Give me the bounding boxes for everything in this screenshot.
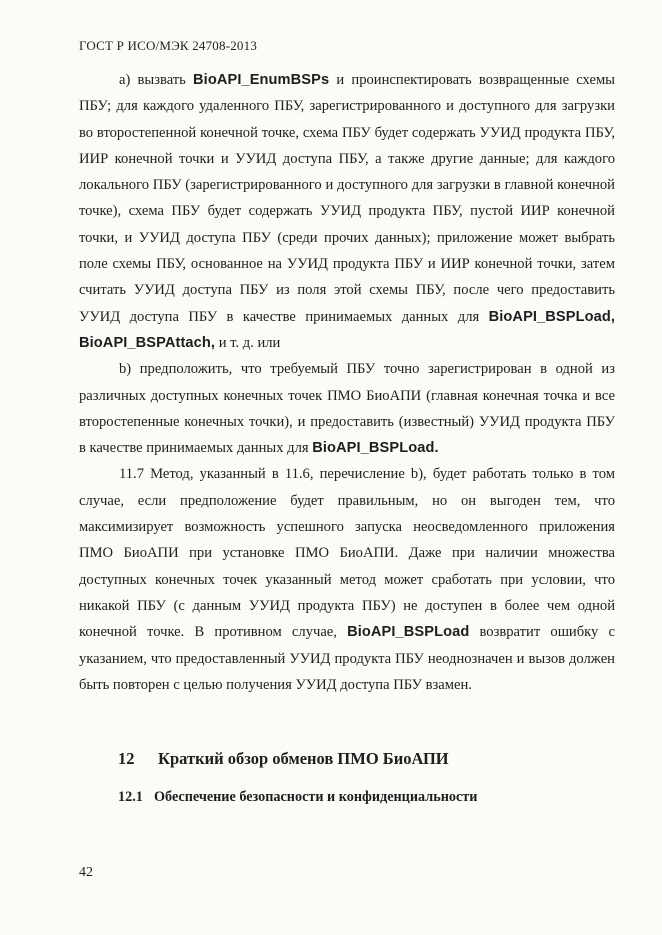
function-name-bsp-load: BioAPI_BSPLoad. (312, 440, 439, 457)
function-name-bsp-load-attach: BioAPI_BSPLoad, BioAPI_BSPAttach, (79, 308, 615, 351)
paragraph-a-text-1: а) вызвать (119, 72, 194, 88)
paragraph-b-text-1: b) предположить, что требуемый ПБУ точно зарегистрирован в одной из различных доступных конечных точек ПМО БиоАПИ (главная конечная точка и все второстепенные конечных точки), и предоставить (известный) УУИД продукта ПБУ в качестве принимаемых данных для (79, 361, 615, 457)
function-name-enum-bsps: BioAPI_EnumBSPs (193, 72, 330, 88)
subsection-title: Обеспечение безопасности и конфиденциальности (154, 789, 478, 805)
paragraph-11-7 (79, 461, 615, 698)
paragraph-11-7-text-2: возвратит ошибку с указанием, что предоставленный УУИД продукта ПБУ неоднозначен и вызов должен быть повторен с целью получения УУИД доступа ПБУ взамен. (79, 624, 615, 693)
body-text (79, 67, 615, 698)
section-heading-12 (118, 749, 449, 769)
function-name-bsp-load-2: BioAPI_BSPLoad (347, 624, 470, 641)
document-header: ГОСТ Р ИСО/МЭК 24708-2013 (79, 38, 258, 53)
page-number: 42 (79, 865, 93, 880)
paragraph-b (79, 356, 615, 461)
section-number: 12 (118, 749, 135, 768)
paragraph-a-text-2: и проинспектировать возвращенные схемы ПБУ; для каждого удаленного ПБУ, зарегистрированного и доступного для загрузки во второстепенной конечной точке, схема ПБУ будет содержать УУИД продукта ПБУ, ИИР конечной точки и УУИД доступа ПБУ, а также другие данные; для каждого локального ПБУ (зарегистрированного и доступного для загрузки в главной конечной точке), схема ПБУ будет содержать УУИД продукта ПБУ, пустой ИИР конечной точки, и УУИД доступа ПБУ (среди прочих данных); приложение может выбрать поле схемы ПБУ, основанное на УУИД продукта ПБУ и ИИР конечной точки, затем считать УУИД доступа ПБУ из поля этой схемы ПБУ, после чего предоставить УУИД доступа ПБУ в качестве принимаемых данных для (79, 72, 615, 325)
paragraph-11-7-text-1: 11.7 Метод, указанный в 11.6, перечисление b), будет работать только в том случае, если предположение будет правильным, но он выгоден тем, что максимизирует возможность успешного запуска неосведомленного приложения ПМО БиоАПИ при установке ПМО БиоАПИ. Даже при наличии множества доступных конечных точек указанный метод может сработать при условии, что никакой ПБУ (с данным УУИД продукта ПБУ) не доступен в более чем одной конечной точке. В противном случае, (79, 466, 615, 641)
paragraph-a-text-3: и т. д. или (215, 334, 281, 351)
section-title: Краткий обзор обменов ПМО БиоАПИ (158, 749, 449, 768)
paragraph-a (79, 67, 615, 356)
subsection-number: 12.1 (118, 789, 143, 805)
subsection-heading-12-1 (118, 789, 477, 806)
